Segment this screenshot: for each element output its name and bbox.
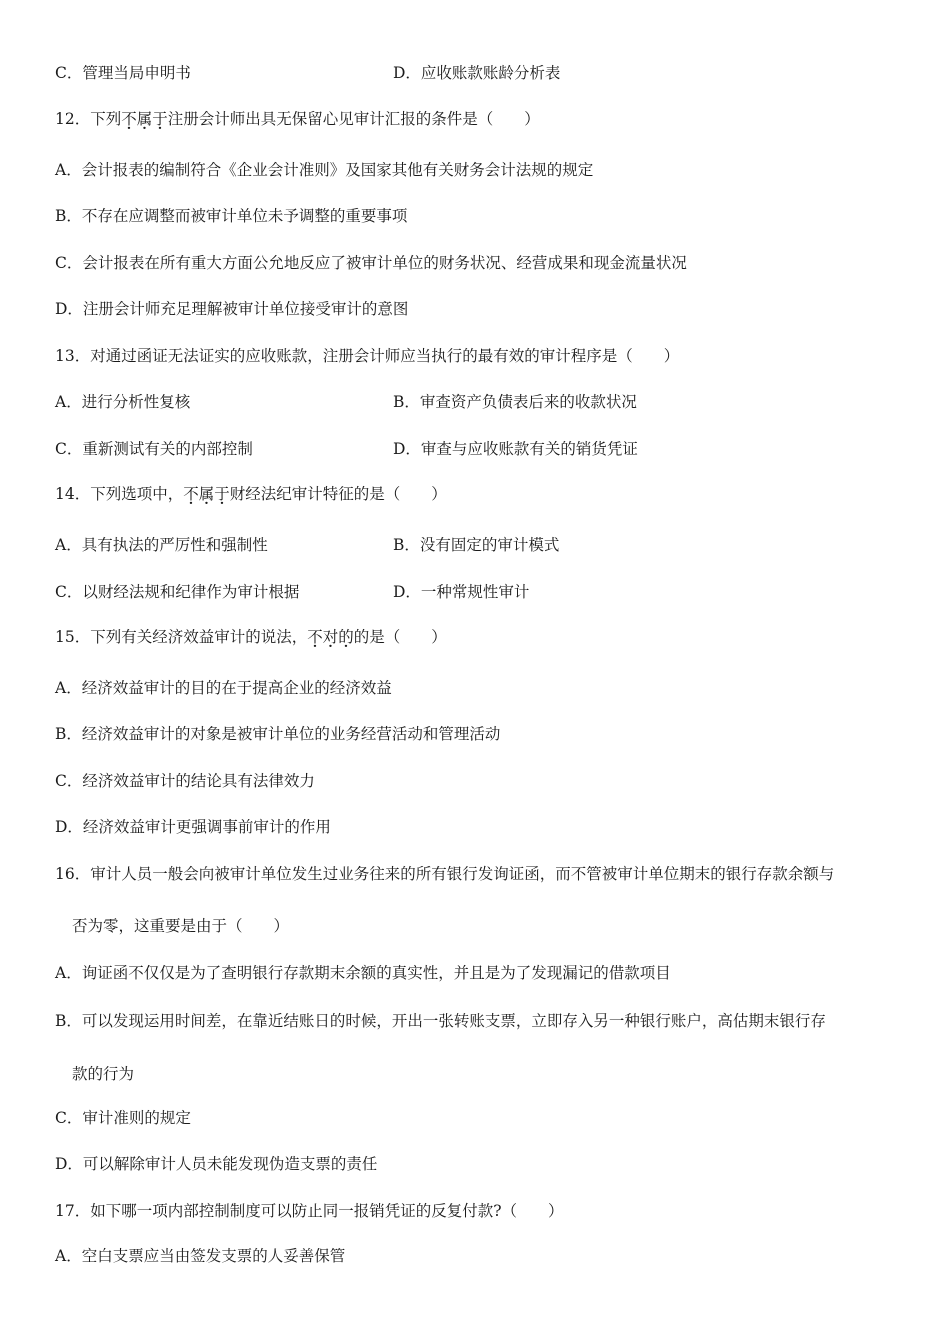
q16-option-a: A．询证函不仅仅是为了查明银行存款期末余额的真实性，并且是为了发现漏记的借款项目 <box>55 964 671 982</box>
q14-option-a: A．具有执法的严厉性和强制性 <box>55 536 268 554</box>
q15-option-b: B．经济效益审计的对象是被审计单位的业务经营活动和管理活动 <box>55 725 501 743</box>
q16-option-c: C．审计准则的规定 <box>55 1109 191 1127</box>
q11-option-c: C．管理当局申明书 <box>55 64 191 82</box>
q14-question: 14．下列选项中，不属于财经法纪审计特征的是（ ） <box>55 485 447 503</box>
q17-option-a: A．空白支票应当由签发支票的人妥善保管 <box>55 1247 346 1265</box>
q12-option-d: D．注册会计师充足理解被审计单位接受审计的意图 <box>55 300 409 318</box>
q12-option-a: A．会计报表的编制符合《企业会计准则》及国家其他有关财务会计法规的规定 <box>55 161 594 179</box>
q14-option-b: B．没有固定的审计模式 <box>393 536 560 554</box>
q12-question: 12．下列不属于注册会计师出具无保留心见审计汇报的条件是（ ） <box>55 110 540 128</box>
q16-question: 16．审计人员一般会向被审计单位发生过业务往来的所有银行发询证函，而不管被审计单位期末的银行存款余额与 <box>55 865 835 883</box>
q16-question-cont: 否为零，这重要是由于（ ） <box>72 917 290 935</box>
q15-option-d: D．经济效益审计更强调事前审计的作用 <box>55 818 331 836</box>
q15-option-a: A．经济效益审计的目的在于提高企业的经济效益 <box>55 679 392 697</box>
q16-option-b: B．可以发现运用时间差，在靠近结账日的时候，开出一张转账支票，立即存入另一种银行账户，高估期末银行存 <box>55 1012 826 1030</box>
q13-option-a: A．进行分析性复核 <box>55 393 191 411</box>
q13-option-d: D．审查与应收账款有关的销货凭证 <box>393 440 638 458</box>
q13-option-b: B．审查资产负债表后来的收款状况 <box>393 393 637 411</box>
q16-option-d: D．可以解除审计人员未能发现伪造支票的责任 <box>55 1155 378 1173</box>
q11-option-d: D．应收账款账龄分析表 <box>393 64 561 82</box>
q12-option-b: B．不存在应调整而被审计单位未予调整的重要事项 <box>55 207 408 225</box>
q14-option-d: D．一种常规性审计 <box>393 583 530 601</box>
q15-question: 15．下列有关经济效益审计的说法，不对的的是（ ） <box>55 628 447 646</box>
q13-option-c: C．重新测试有关的内部控制 <box>55 440 253 458</box>
q14-option-c: C．以财经法规和纪律作为审计根据 <box>55 583 300 601</box>
q16-option-b-cont: 款的行为 <box>72 1065 135 1083</box>
q15-option-c: C．经济效益审计的结论具有法律效力 <box>55 772 315 790</box>
q12-option-c: C．会计报表在所有重大方面公允地反应了被审计单位的财务状况、经营成果和现金流量状况 <box>55 254 687 272</box>
q17-question: 17．如下哪一项内部控制制度可以防止同一报销凭证的反复付款?（ ） <box>55 1202 564 1220</box>
q13-question: 13．对通过函证无法证实的应收账款，注册会计师应当执行的最有效的审计程序是（ ） <box>55 347 680 365</box>
